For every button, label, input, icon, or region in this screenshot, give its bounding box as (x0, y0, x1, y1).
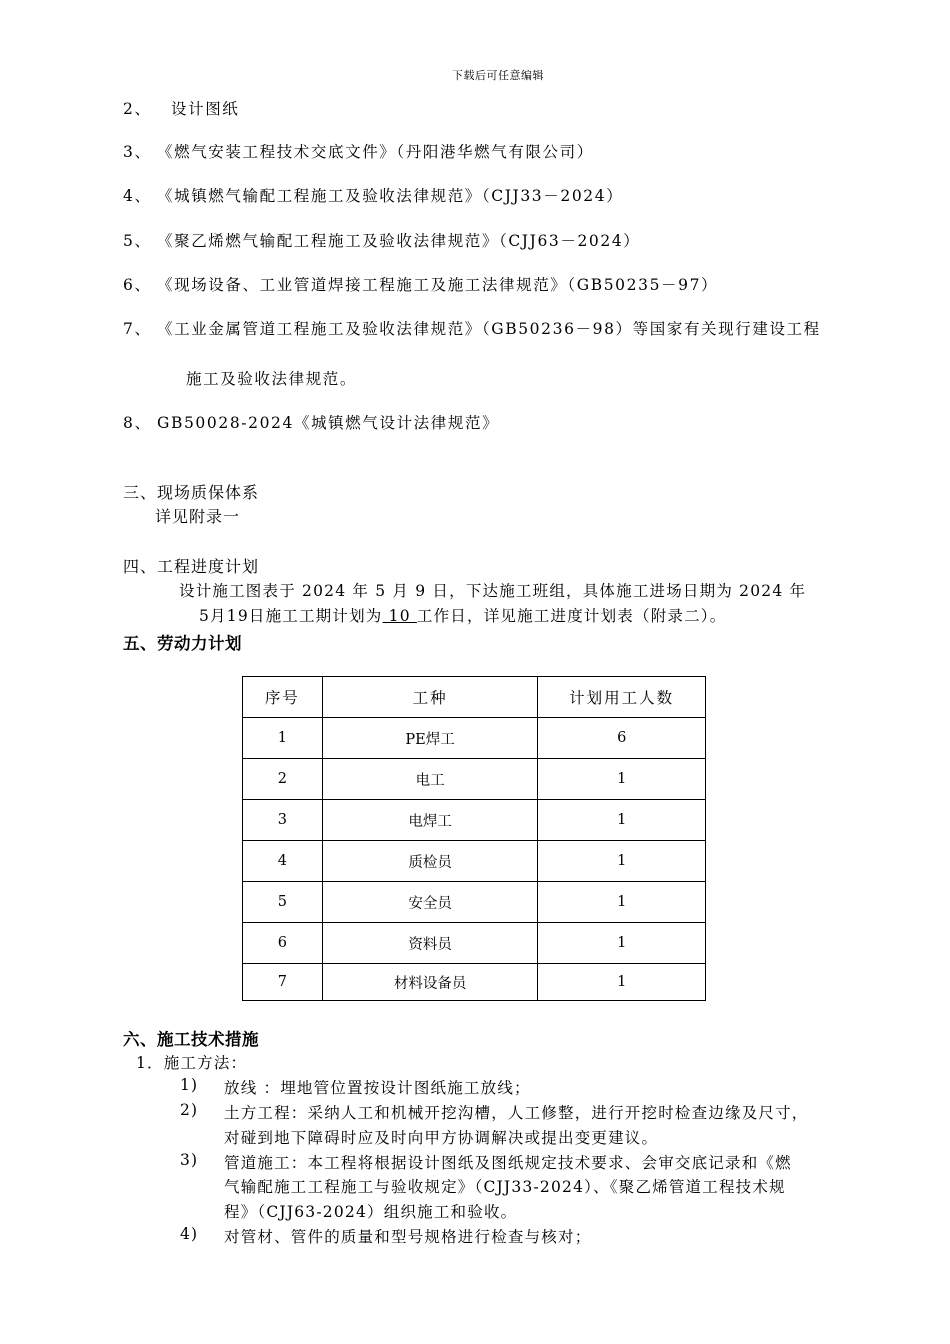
column-header-index: 序号 (243, 677, 323, 718)
cell-workers: 1 (538, 882, 706, 923)
section-3-body: 详见附录一 (155, 507, 241, 526)
cell-trade: 资料员 (322, 923, 538, 964)
reference-item-8 (123, 411, 499, 433)
column-header-trade: 工种 (322, 677, 538, 718)
table-row (243, 841, 706, 882)
method-item-number: 1) (180, 1076, 199, 1094)
table-row (243, 882, 706, 923)
reference-item-7-continuation: 施工及验收法律规范。 (186, 370, 358, 388)
cell-trade: 材料设备员 (322, 964, 538, 1001)
section-5-title: 五、劳动力计划 (123, 634, 242, 653)
cell-index: 3 (243, 800, 323, 841)
section-3-title: 三、现场质保体系 (123, 483, 260, 502)
cell-workers: 6 (538, 718, 706, 759)
reference-item-3 (123, 140, 594, 162)
cell-index: 7 (243, 964, 323, 1001)
method-item-number: 4) (180, 1225, 199, 1243)
table-row (243, 718, 706, 759)
reference-number: 6、 (123, 276, 152, 294)
table-row (243, 800, 706, 841)
cell-trade: 电焊工 (322, 800, 538, 841)
method-item-text: 程》（CJJ63-2024）组织施工和验收。 (224, 1203, 518, 1221)
reference-text: 《工业金属管道工程施工及验收法律规范》（GB50236－98）等国家有关现行建设工程 (157, 320, 821, 338)
method-item-number: 3) (180, 1151, 199, 1169)
cell-trade: 电工 (322, 759, 538, 800)
cell-index: 5 (243, 882, 323, 923)
schedule-line-1: 设计施工图表于 2024 年 5 月 9 日，下达施工班组，具体施工进场日期为 2024 年 (179, 582, 807, 600)
schedule-workdays: 10 (382, 607, 417, 625)
cell-index: 4 (243, 841, 323, 882)
reference-text: GB50028-2024《城镇燃气设计法律规范》 (157, 414, 500, 432)
table-row (243, 923, 706, 964)
method-item-text: 气输配施工工程施工与验收规定》（CJJ33-2024）、《聚乙烯管道工程技术规 (224, 1178, 786, 1196)
cell-workers: 1 (538, 841, 706, 882)
reference-text: 设计图纸 (171, 100, 240, 118)
cell-workers: 1 (538, 923, 706, 964)
reference-item-6 (123, 273, 718, 295)
reference-item-4 (123, 184, 623, 206)
schedule-line-2-suffix: 工作日，详见施工进度计划表（附录二）。 (416, 607, 727, 625)
reference-text: 《城镇燃气输配工程施工及验收法律规范》（CJJ33－2024） (157, 187, 624, 205)
cell-workers: 1 (538, 800, 706, 841)
cell-index: 1 (243, 718, 323, 759)
reference-text: 《聚乙烯燃气输配工程施工及验收法律规范》（CJJ63－2024） (157, 232, 641, 250)
table-row (243, 964, 706, 1001)
table-row (243, 759, 706, 800)
schedule-line-2 (199, 604, 726, 626)
reference-item-2 (123, 97, 239, 119)
cell-trade: PE焊工 (322, 718, 538, 759)
page-header: 下载后可任意编辑 (452, 69, 544, 82)
method-item-text: 对管材、管件的质量和型号规格进行检查与核对； (224, 1228, 592, 1246)
reference-item-5 (123, 229, 640, 251)
cell-trade: 安全员 (322, 882, 538, 923)
method-item-text: 管道施工：本工程将根据设计图纸及图纸规定技术要求、会审交底记录和《燃 (224, 1154, 792, 1172)
column-header-workers: 计划用工人数 (538, 677, 706, 718)
cell-workers: 1 (538, 759, 706, 800)
schedule-line-2-prefix: 5月19日施工工期计划为 (199, 607, 383, 625)
reference-number: 5、 (123, 232, 152, 250)
method-item-number: 2) (180, 1101, 199, 1119)
cell-trade: 质检员 (322, 841, 538, 882)
cell-index: 2 (243, 759, 323, 800)
cell-workers: 1 (538, 964, 706, 1001)
method-item-text: 土方工程：采纳人工和机械开挖沟槽，人工修整，进行开挖时检查边缘及尺寸， (224, 1104, 809, 1122)
method-item-text: 放线 ：埋地管位置按设计图纸施工放线； (224, 1079, 531, 1097)
table-header-row (243, 677, 706, 718)
reference-number: 4、 (123, 187, 152, 205)
reference-text: 《现场设备、工业管道焊接工程施工及施工法律规范》（GB50235－97） (157, 276, 719, 294)
method-item-text: 对碰到地下障碍时应及时向甲方协调解决或提出变更建议。 (224, 1129, 659, 1147)
reference-number: 2、 (123, 100, 152, 118)
reference-number: 8、 (123, 414, 152, 432)
reference-text: 《燃气安装工程技术交底文件》（丹阳港华燃气有限公司） (157, 143, 594, 161)
cell-index: 6 (243, 923, 323, 964)
reference-item-7 (123, 317, 821, 339)
section-4-title: 四、工程进度计划 (123, 557, 260, 576)
section-6-title: 六、施工技术措施 (123, 1030, 259, 1049)
construction-method-heading: 1．施工方法： (136, 1054, 248, 1072)
reference-number: 3、 (123, 143, 152, 161)
reference-number: 7、 (123, 320, 152, 338)
labor-plan-table (242, 676, 706, 1001)
